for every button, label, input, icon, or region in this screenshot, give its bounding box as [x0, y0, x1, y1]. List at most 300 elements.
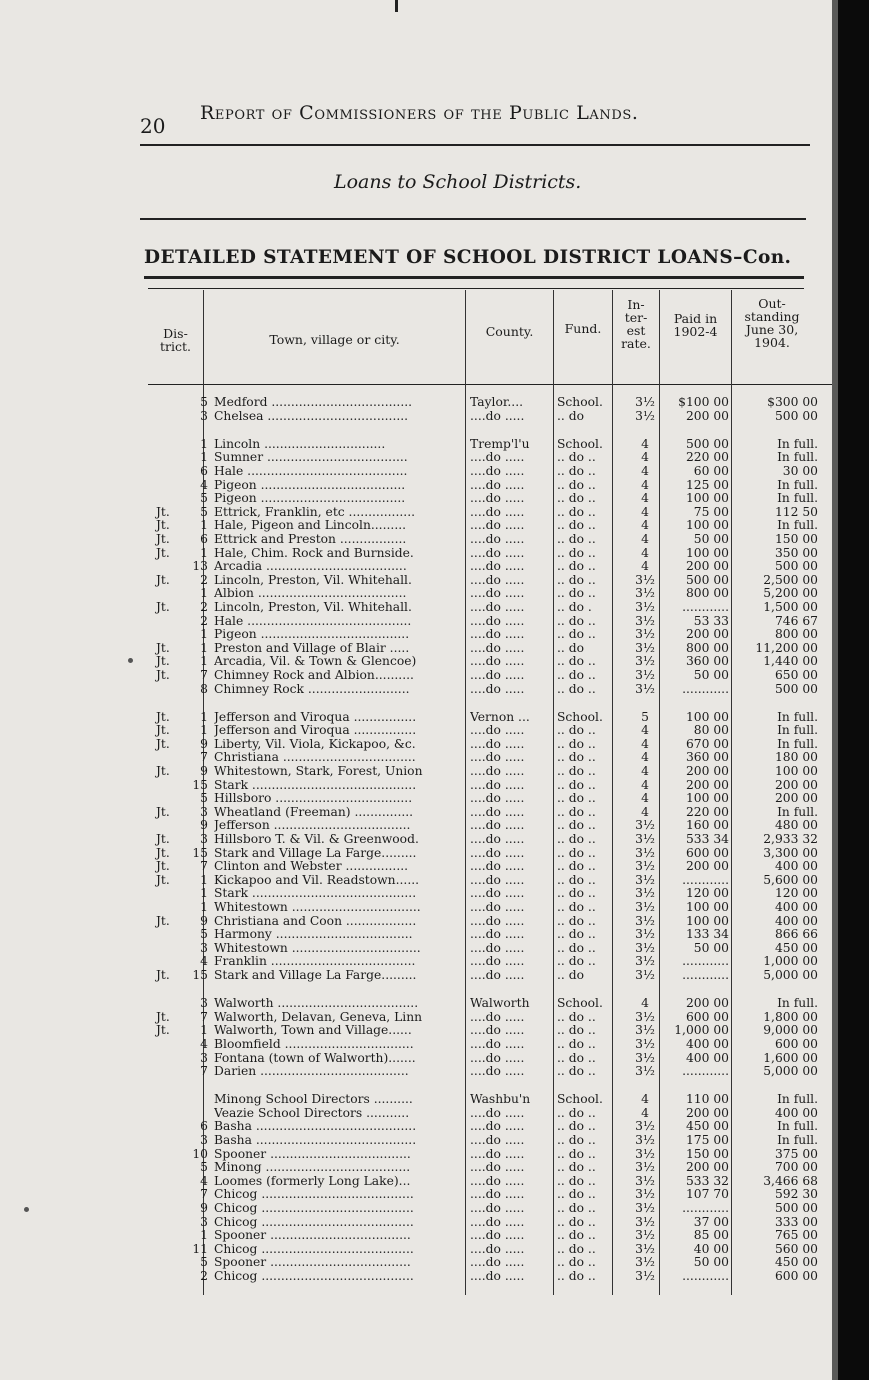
joint-marker: Jt.	[156, 804, 170, 819]
interest-rate: 3½	[635, 927, 655, 942]
district-number: 1	[200, 1023, 208, 1038]
town-name: Whitestown .................................	[214, 901, 421, 914]
outstanding-amount: 650 00	[774, 667, 818, 682]
table-row	[0, 1188, 840, 1202]
county: ....do .....	[470, 1106, 525, 1120]
outstanding-amount: 500 00	[774, 1201, 818, 1215]
paid-amount: 400 00	[685, 1050, 729, 1065]
paid-amount: 150 00	[685, 1146, 729, 1161]
outstanding-amount: In full.	[777, 709, 818, 724]
district-number: 3	[200, 940, 208, 955]
fund: .. do ..	[557, 1037, 596, 1051]
running-title: Report of Commissioners of the Public Lands.	[200, 102, 639, 124]
joint-marker: Jt.	[156, 654, 170, 669]
county: ....do .....	[470, 1174, 525, 1188]
paid-amount: ............	[682, 1201, 729, 1215]
paid-amount: 100 00	[685, 545, 729, 560]
fund: .. do ..	[557, 1242, 596, 1256]
county: ....do .....	[470, 1051, 525, 1065]
col-header-town	[204, 333, 465, 346]
paid-amount: 800 00	[685, 640, 729, 655]
table-row	[0, 724, 840, 738]
county: ....do .....	[470, 941, 525, 955]
col-header-line: 1904.	[754, 335, 790, 350]
fund: .. do ..	[557, 464, 596, 478]
town-name: Hillsboro ...................................	[214, 792, 413, 806]
town-name: Chicog .......................................	[214, 1242, 414, 1256]
outstanding-amount: In full.	[777, 518, 818, 533]
fund: .. do ..	[557, 573, 596, 587]
outstanding-amount: In full.	[777, 1092, 818, 1107]
col-header-line: 1902-4	[673, 324, 718, 339]
col-header-line: Paid in	[673, 311, 718, 326]
interest-rate: 3½	[635, 681, 655, 696]
county: ....do .....	[470, 737, 525, 751]
county: ....do .....	[470, 901, 525, 914]
outstanding-amount: 746 67	[774, 613, 818, 628]
county: Vernon ...	[470, 710, 530, 724]
interest-rate: 3½	[635, 845, 655, 860]
outstanding-amount: In full.	[777, 450, 818, 465]
district-number: 1	[200, 640, 208, 655]
table-row	[0, 601, 840, 615]
town-name: Christiana ..................................	[214, 751, 416, 765]
paid-amount: 40 00	[693, 1241, 729, 1256]
fund: .. do ..	[557, 901, 596, 914]
county: ....do .....	[470, 505, 525, 519]
county: ....do .....	[470, 1256, 525, 1270]
town-name: Sumner ....................................	[214, 451, 408, 465]
outstanding-amount: 400 00	[774, 859, 818, 874]
outstanding-amount: 11,200 00	[755, 640, 818, 655]
paid-amount: 220 00	[685, 450, 729, 465]
table-row	[0, 628, 840, 642]
district-number: 1	[200, 723, 208, 738]
fund: .. do ..	[557, 887, 596, 901]
town-name: Stark and Village La Farge.........	[214, 846, 417, 860]
paid-amount: 200 00	[685, 627, 729, 642]
fund: .. do ..	[557, 532, 596, 546]
interest-rate: 3½	[635, 1269, 655, 1283]
table-row	[0, 887, 840, 901]
town-name: Stark ..........................................	[214, 887, 417, 901]
district-number: 3	[200, 1050, 208, 1065]
outstanding-amount: 1,800 00	[763, 1009, 818, 1024]
interest-rate: 3½	[635, 1241, 655, 1256]
paid-amount: 533 34	[685, 832, 729, 846]
county: ....do .....	[470, 478, 525, 492]
paid-amount: 120 00	[685, 886, 729, 901]
interest-rate: 3½	[635, 613, 655, 628]
interest-rate: 4	[641, 804, 649, 819]
outstanding-amount: 400 00	[774, 900, 818, 914]
fund: .. do ..	[557, 1147, 596, 1161]
town-name: Jefferson and Viroqua ................	[214, 710, 417, 724]
county: ....do .....	[470, 1215, 525, 1229]
fund: .. do ..	[557, 668, 596, 682]
joint-marker: Jt.	[156, 1023, 170, 1038]
district-number: 15	[192, 845, 208, 860]
paid-amount: ............	[682, 681, 729, 696]
county: ....do .....	[470, 914, 525, 928]
town-name: Ettrick, Franklin, etc .................	[214, 505, 416, 519]
county: ....do .....	[470, 519, 525, 533]
table-row	[0, 1107, 840, 1121]
county: ....do .....	[470, 655, 525, 669]
fund: .. do ..	[557, 1065, 596, 1079]
town-name: Liberty, Vil. Viola, Kickapoo, &c.	[214, 737, 416, 751]
interest-rate: 4	[641, 750, 649, 765]
outstanding-amount: In full.	[777, 996, 818, 1011]
district-number: 11	[192, 1241, 208, 1256]
col-header-district	[148, 327, 203, 353]
col-header-line: County.	[485, 324, 534, 339]
paid-amount: 85 00	[693, 1228, 729, 1243]
fund: .. do ..	[557, 1120, 596, 1134]
statement-title: DETAILED STATEMENT OF SCHOOL DISTRICT LOANS–Con.	[144, 247, 792, 268]
table-row	[0, 1202, 840, 1216]
table-row	[0, 1243, 840, 1257]
district-number: 3	[200, 996, 208, 1011]
town-name: Walworth, Delavan, Geneva, Linn	[214, 1010, 423, 1024]
town-name: Jefferson ...................................	[214, 819, 411, 833]
paid-amount: 133 34	[685, 927, 729, 942]
town-name: Wheatland (Freeman) ...............	[214, 805, 414, 819]
district-number: 15	[192, 777, 208, 792]
district-number: 3	[200, 408, 208, 423]
outstanding-amount: 592 30	[774, 1187, 818, 1202]
town-name: Chicog .......................................	[214, 1215, 414, 1229]
section-title: Loans to School Districts.	[334, 171, 582, 193]
fund: .. do ..	[557, 846, 596, 860]
town-name: Darien ......................................	[214, 1065, 409, 1079]
outstanding-amount: 450 00	[774, 1255, 818, 1270]
outstanding-amount: 500 00	[774, 559, 818, 574]
paid-amount: ............	[682, 954, 729, 969]
table-row	[0, 792, 840, 806]
col-header-line: Out-	[758, 296, 786, 311]
county: ....do .....	[470, 492, 525, 506]
interest-rate: 3½	[635, 667, 655, 682]
outstanding-amount: 200 00	[774, 791, 818, 806]
district-number: 2	[200, 1269, 208, 1283]
county: ....do .....	[470, 464, 525, 478]
town-name: Harmony ...................................	[214, 928, 413, 942]
fund: .. do ..	[557, 614, 596, 628]
interest-rate: 3½	[635, 1050, 655, 1065]
county: ....do .....	[470, 1202, 525, 1215]
table-row	[0, 1038, 840, 1052]
outstanding-amount: 5,200 00	[763, 586, 818, 601]
district-number: 5	[200, 1160, 208, 1175]
fund: .. do ..	[557, 505, 596, 519]
outstanding-amount: 2,500 00	[763, 572, 818, 587]
county: ....do .....	[470, 573, 525, 587]
table-row	[0, 806, 840, 820]
town-name: Hale, Chim. Rock and Burnside.	[214, 546, 414, 560]
table-row	[0, 942, 840, 956]
county: ....do .....	[470, 641, 525, 655]
table-row	[0, 915, 840, 929]
county: ....do .....	[470, 1024, 525, 1038]
outstanding-amount: 100 00	[774, 764, 818, 778]
interest-rate: 4	[641, 531, 649, 546]
county: ....do .....	[470, 724, 525, 738]
district-number: 9	[200, 736, 208, 751]
outstanding-amount: 700 00	[774, 1160, 818, 1175]
table-row	[0, 451, 840, 465]
district-number: 7	[200, 667, 208, 682]
interest-rate: 4	[641, 996, 649, 1011]
town-name: Preston and Village of Blair .....	[214, 641, 410, 655]
interest-rate: 4	[641, 450, 649, 465]
col-header-line: ter-	[624, 310, 648, 325]
fund: .. do ..	[557, 682, 596, 696]
interest-rate: 3½	[635, 832, 655, 846]
outstanding-amount: 1,440 00	[763, 654, 818, 669]
town-name: Chimney Rock ..........................	[214, 682, 410, 696]
paid-amount: 500 00	[685, 572, 729, 587]
fund: .. do .	[557, 600, 592, 614]
interest-rate: 3½	[635, 886, 655, 901]
town-name: Hillsboro T. & Vil. & Greenwood.	[214, 833, 419, 846]
outstanding-amount: In full.	[777, 491, 818, 506]
town-name: Chicog .......................................	[214, 1188, 414, 1202]
county: ....do .....	[470, 1147, 525, 1161]
county: Washbu'n	[470, 1093, 531, 1107]
town-name: Stark and Village La Farge.........	[214, 969, 417, 982]
outstanding-amount: In full.	[777, 804, 818, 819]
table-row	[0, 1052, 840, 1066]
fund: .. do ..	[557, 860, 596, 874]
fund: .. do ..	[557, 955, 596, 969]
interest-rate: 3½	[635, 408, 655, 423]
paid-amount: 50 00	[693, 531, 729, 546]
table-row	[0, 751, 840, 765]
paid-amount: 533 32	[685, 1173, 729, 1188]
joint-marker: Jt.	[156, 599, 170, 614]
paid-amount: 100 00	[685, 491, 729, 506]
district-number: 6	[200, 463, 208, 478]
paid-amount: 200 00	[685, 996, 729, 1011]
town-name: Medford ....................................	[214, 396, 413, 409]
outstanding-amount: 180 00	[774, 750, 818, 765]
county: ....do .....	[470, 628, 525, 642]
interest-rate: 4	[641, 436, 649, 451]
town-name: Chicog .......................................	[214, 1202, 414, 1215]
town-name: Lincoln ...............................	[214, 437, 386, 451]
interest-rate: 3½	[635, 913, 655, 928]
outstanding-amount: 150 00	[774, 531, 818, 546]
fund: .. do ..	[557, 1202, 596, 1215]
interest-rate: 3½	[635, 395, 655, 409]
joint-marker: Jt.	[156, 1009, 170, 1024]
outstanding-amount: 350 00	[774, 545, 818, 560]
fund: .. do ..	[557, 737, 596, 751]
fund: .. do ..	[557, 833, 596, 846]
fund: School.	[557, 437, 603, 451]
table-top-rule	[144, 276, 804, 279]
outstanding-amount: 375 00	[774, 1146, 818, 1161]
interest-rate: 3½	[635, 599, 655, 614]
town-name: Chicog .......................................	[214, 1270, 414, 1283]
county: ....do .....	[470, 969, 525, 982]
paid-amount: 1,000 00	[674, 1023, 729, 1038]
table-row	[0, 587, 840, 601]
col-header-fund	[554, 322, 612, 335]
paid-amount: 100 00	[685, 791, 729, 806]
district-number: 9	[200, 913, 208, 928]
table-row	[0, 533, 840, 547]
interest-rate: 5	[641, 709, 649, 724]
district-number: 2	[200, 572, 208, 587]
table-row	[0, 492, 840, 506]
fund: .. do ..	[557, 805, 596, 819]
table-row	[0, 819, 840, 833]
district-number: 3	[200, 804, 208, 819]
table-row	[0, 547, 840, 561]
col-header-line: rate.	[621, 336, 651, 351]
paid-amount: 80 00	[693, 723, 729, 738]
interest-rate: 3½	[635, 1160, 655, 1175]
district-number: 4	[200, 1173, 208, 1188]
district-number: 10	[192, 1146, 208, 1161]
table-row	[0, 560, 840, 574]
interest-rate: 3½	[635, 1133, 655, 1147]
county: ....do .....	[470, 1120, 525, 1134]
interest-rate: 3½	[635, 968, 655, 982]
paid-amount: 600 00	[685, 845, 729, 860]
outstanding-amount: 400 00	[774, 913, 818, 928]
district-number: 9	[200, 1201, 208, 1215]
paid-amount: 100 00	[685, 709, 729, 724]
paid-amount: ............	[682, 1064, 729, 1079]
page-number: 20	[140, 114, 166, 138]
interest-rate: 3½	[635, 900, 655, 914]
town-name: Veazie School Directors ...........	[214, 1106, 410, 1120]
town-name: Arcadia ....................................	[214, 560, 407, 574]
interest-rate: 3½	[635, 940, 655, 955]
table-row	[0, 615, 840, 629]
town-name: Stark ..........................................	[214, 778, 417, 792]
district-number: 1	[200, 709, 208, 724]
fund: .. do ..	[557, 546, 596, 560]
fund: .. do ..	[557, 873, 596, 887]
fund: .. do ..	[557, 914, 596, 928]
interest-rate: 4	[641, 764, 649, 778]
town-name: Minong .....................................	[214, 1161, 411, 1175]
town-name: Arcadia, Vil. & Town & Glencoe)	[214, 655, 417, 669]
fund: .. do ..	[557, 1270, 596, 1283]
outstanding-amount: 200 00	[774, 777, 818, 792]
district-number: 5	[200, 504, 208, 519]
county: ....do .....	[470, 1037, 525, 1051]
district-number: 1	[200, 436, 208, 451]
paid-amount: 75 00	[693, 504, 729, 519]
paid-amount: 200 00	[685, 1160, 729, 1175]
interest-rate: 3½	[635, 1228, 655, 1243]
outstanding-amount: 600 00	[774, 1269, 818, 1283]
town-name: Spooner ....................................	[214, 1147, 411, 1161]
county: ....do .....	[470, 1270, 525, 1283]
town-name: Walworth ....................................	[214, 997, 419, 1011]
col-header-paid	[660, 312, 731, 338]
town-name: Basha .........................................	[214, 1120, 417, 1134]
district-number: 1	[200, 450, 208, 465]
paid-amount: 800 00	[685, 586, 729, 601]
county: ....do .....	[470, 887, 525, 901]
paid-amount: 50 00	[693, 1255, 729, 1270]
fund: School.	[557, 710, 603, 724]
table-top-rule-thin	[148, 288, 804, 289]
interest-rate: 3½	[635, 654, 655, 669]
town-name: Jefferson and Viroqua ................	[214, 724, 417, 738]
paid-amount: ............	[682, 599, 729, 614]
fund: .. do ..	[557, 1174, 596, 1188]
interest-rate: 3½	[635, 1009, 655, 1024]
paid-amount: 125 00	[685, 477, 729, 492]
district-number: 7	[200, 1009, 208, 1024]
interest-rate: 3½	[635, 1201, 655, 1215]
interest-rate: 3½	[635, 640, 655, 655]
district-number: 3	[200, 1133, 208, 1147]
town-name: Chelsea ....................................	[214, 409, 409, 423]
table-row	[0, 1024, 840, 1038]
paid-amount: 200 00	[685, 859, 729, 874]
table-row	[0, 847, 840, 861]
col-header-line: est	[626, 323, 646, 338]
interest-rate: 4	[641, 545, 649, 560]
paid-amount: 100 00	[685, 913, 729, 928]
interest-rate: 3½	[635, 1146, 655, 1161]
fund: .. do ..	[557, 1051, 596, 1065]
scan-border	[838, 0, 869, 1380]
county: ....do .....	[470, 860, 525, 874]
district-number: 7	[200, 750, 208, 765]
interest-rate: 4	[641, 477, 649, 492]
fund: .. do ..	[557, 778, 596, 792]
paid-amount: 107 70	[685, 1187, 729, 1202]
outstanding-amount: 500 00	[774, 681, 818, 696]
district-number: 1	[200, 900, 208, 914]
town-name: Fontana (town of Walworth).......	[214, 1051, 416, 1065]
town-name: Pigeon .....................................	[214, 478, 406, 492]
paid-amount: 450 00	[685, 1119, 729, 1134]
joint-marker: Jt.	[156, 504, 170, 519]
interest-rate: 3½	[635, 1064, 655, 1079]
interest-rate: 3½	[635, 586, 655, 601]
paid-amount: 200 00	[685, 408, 729, 423]
paid-amount: 160 00	[685, 818, 729, 833]
district-number: 8	[200, 681, 208, 696]
fund: .. do	[557, 641, 585, 655]
header-rule	[140, 144, 810, 146]
county: ....do .....	[470, 792, 525, 806]
paid-amount: ............	[682, 872, 729, 887]
header-bottom-rule	[148, 384, 832, 385]
table-row	[0, 1161, 840, 1175]
county: ....do .....	[470, 668, 525, 682]
town-name: Chimney Rock and Albion..........	[214, 668, 414, 682]
outstanding-amount: 500 00	[774, 408, 818, 423]
county: ....do .....	[470, 587, 525, 601]
table-row	[0, 860, 840, 874]
district-number: 2	[200, 599, 208, 614]
joint-marker: Jt.	[156, 859, 170, 874]
town-name: Pigeon .....................................	[214, 492, 406, 506]
margin-mark	[395, 0, 398, 12]
outstanding-amount: 1,000 00	[763, 954, 818, 969]
